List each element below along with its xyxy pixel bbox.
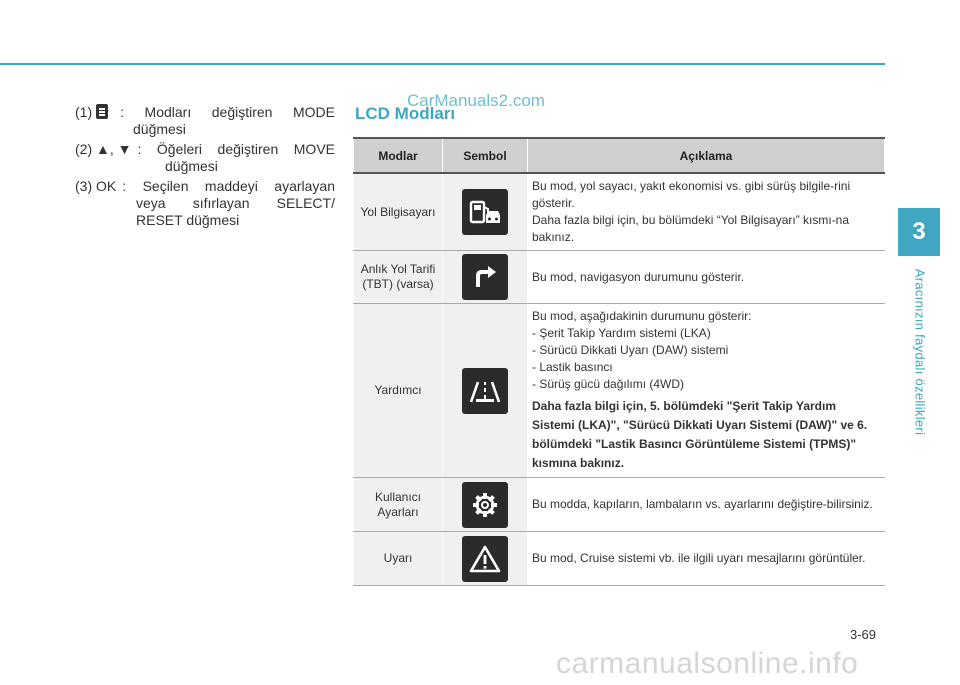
description-line: - Sürücü Dikkati Uyarı (DAW) sistemi <box>532 343 729 357</box>
footer-watermark: carmanualsonline.info <box>556 647 859 680</box>
control-key: (1) <box>75 104 93 120</box>
description-line: Bu mod, aşağıdakinin durumunu gösterir: <box>532 309 752 323</box>
control-text: : Öğeleri değiştiren MOVE <box>137 141 335 157</box>
fuel-pump-car-icon <box>462 189 508 235</box>
phone-list-icon <box>96 104 108 119</box>
warning-triangle-icon <box>462 536 508 582</box>
mode-description <box>528 304 885 478</box>
control-item-move <box>75 141 335 175</box>
description-note: Daha fazla bilgi için, 5. bölümdeki "Şerit Takip Yardım Sistemi (LKA)", "Sürücü Dikkati Uyarı Sistemi (DAW)" ve 6. bölümdeki "Lastik Basıncı Görüntüleme Sistemi (TPMS)" kısmına bakınız. <box>532 399 868 470</box>
lane-assist-icon <box>462 368 508 414</box>
control-text-cont: veya sıfırlayan SELECT/ RESET düğmesi <box>136 195 335 228</box>
mode-name: Yol Bilgisayarı <box>354 173 443 251</box>
control-key: (3) OK <box>75 178 117 194</box>
mode-description <box>528 478 885 532</box>
table-row <box>354 532 885 586</box>
page-number: 3-69 <box>850 627 877 642</box>
control-text: : Modları değiştiren MODE <box>120 104 335 120</box>
table-row <box>354 251 885 304</box>
header-rule <box>0 63 885 65</box>
description-line: - Sürüş gücü dağılımı (4WD) <box>532 377 685 391</box>
description-line: Daha fazla bilgi için, bu bölümdeki “Yol Bilgisayarı” kısmı-na bakınız. <box>532 213 850 244</box>
mode-description <box>528 532 885 586</box>
description-line: Bu mod, navigasyon durumunu gösterir. <box>532 269 745 284</box>
chapter-title: Aracınızın faydalı özellikleri <box>912 268 928 436</box>
mode-description <box>528 251 885 304</box>
control-buttons-list <box>75 104 335 232</box>
col-header-description: Açıklama <box>528 138 885 173</box>
mode-name: Yardımcı <box>354 304 443 478</box>
mode-name: Kullanıcı Ayarları <box>354 478 443 532</box>
col-header-modes: Modlar <box>354 138 443 173</box>
turn-right-arrow-icon <box>462 254 508 300</box>
control-item-ok <box>75 178 335 229</box>
chapter-title-vertical <box>905 262 935 442</box>
control-text-cont: düğmesi <box>165 158 218 174</box>
description-line: Bu mod, yol sayacı, yakıt ekonomisi vs. gibi sürüş bilgile-rini gösterir. <box>532 179 851 210</box>
gear-icon <box>462 482 508 528</box>
control-item-mode <box>75 104 335 138</box>
col-header-symbol: Sembol <box>443 138 528 173</box>
table-row <box>354 478 885 532</box>
control-key: (2) ▲, ▼ <box>75 141 132 157</box>
description-line: Bu modda, kapıların, lambaların vs. ayarlarını değiştire-bilirsiniz. <box>532 497 873 511</box>
table-row <box>354 173 885 251</box>
table-row <box>354 304 885 478</box>
control-text: : Seçilen maddeyi ayarlayan <box>122 178 335 194</box>
mode-name: Uyarı <box>354 532 443 586</box>
description-line: Bu mod, Cruise sistemi vb. ile ilgili uyarı mesajlarını görüntüler. <box>532 551 866 565</box>
lcd-modes-table <box>353 137 885 586</box>
mode-name: Anlık Yol Tarifi (TBT) (varsa) <box>354 251 443 304</box>
description-line: - Şerit Takip Yardım sistemi (LKA) <box>532 326 711 340</box>
control-text-cont: düğmesi <box>133 121 186 137</box>
site-watermark: CarManuals2.com <box>407 91 545 110</box>
mode-description <box>528 173 885 251</box>
section-title: LCD Modları <box>355 104 456 123</box>
table-header-row <box>354 138 885 173</box>
chapter-number-tab: 3 <box>898 208 940 256</box>
description-line: - Lastik basıncı <box>532 360 613 374</box>
